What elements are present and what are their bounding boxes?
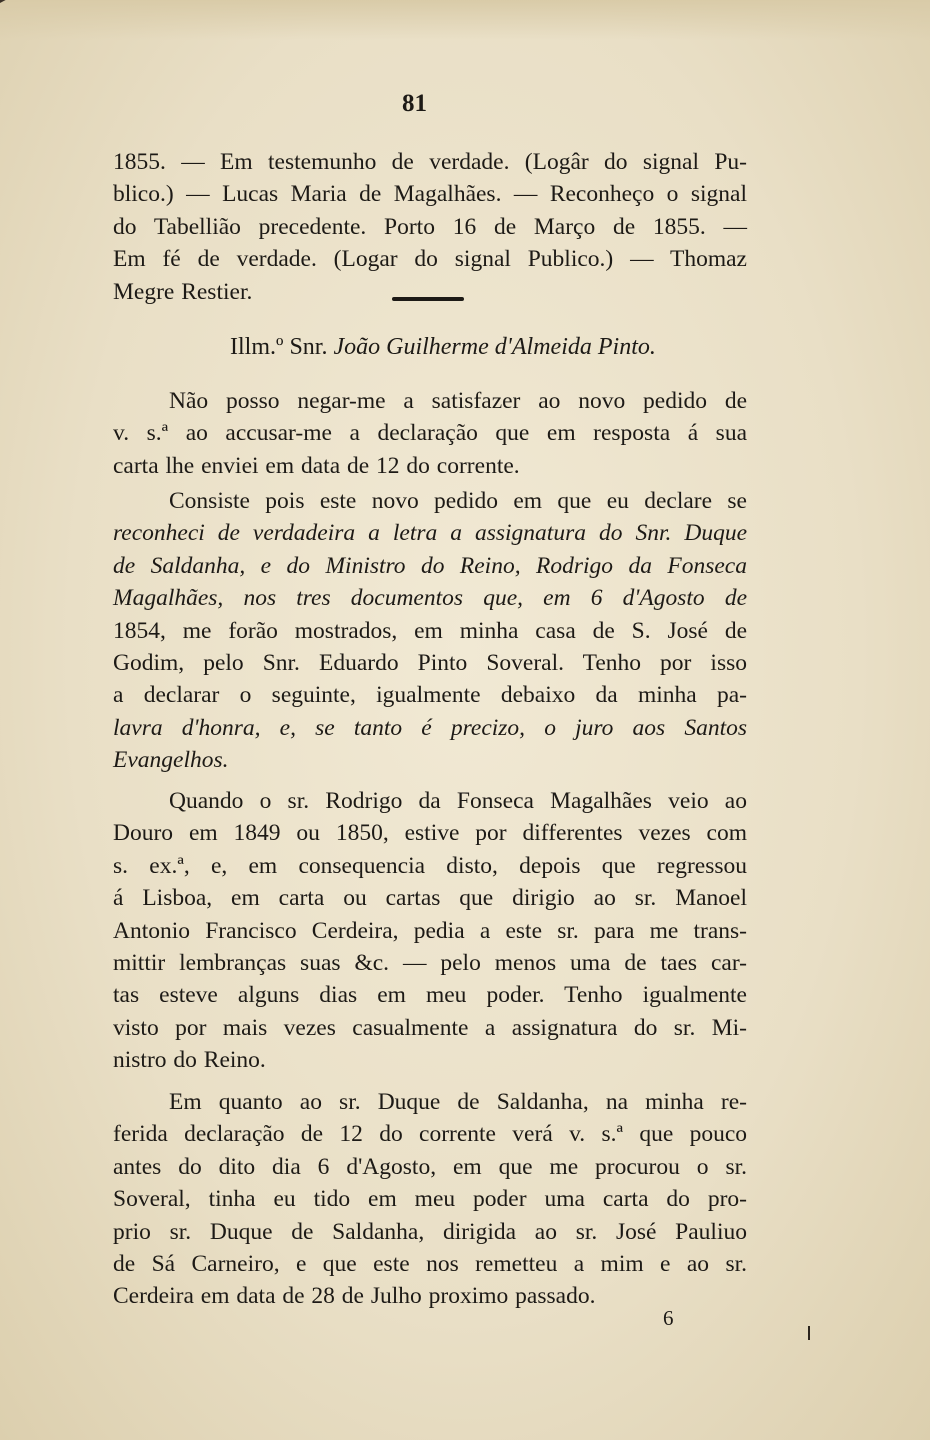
text-line: Em fé de verdade. (Logar do signal Publico.) — Thomaz (113, 246, 747, 273)
text-line: Megre Restier. (113, 278, 253, 305)
text-line: Antonio Francisco Cerdeira, pedia a este sr. para me trans- (113, 917, 747, 944)
text-line: 1854, me forão mostrados, em minha casa de S. José de (113, 617, 747, 644)
text-line: antes do dito dia 6 d'Agosto, em que me procurou o sr. (113, 1153, 747, 1180)
text-line: 1855. — Em testemunho de verdade. (Logâr do signal Pu- (113, 149, 747, 175)
text-line: Quando o sr. Rodrigo da Fonseca Magalhães veio ao (169, 788, 747, 814)
text-line: v. s.ª ao accusar-me a declaração que em resposta á sua (113, 420, 747, 447)
text-line: carta lhe enviei em data de 12 do corrente. (113, 452, 520, 479)
edge-mark (808, 1326, 810, 1340)
signature-mark: 6 (663, 1306, 674, 1330)
text-line: Consiste pois este novo pedido em que eu declare se (169, 488, 747, 514)
paragraph-request (113, 485, 747, 777)
text-line: ferida declaração de 12 do corrente verá v. s.ª que pouco (113, 1121, 747, 1148)
text-line: reconheci de verdadeira a letra a assignatura do Snr. Duque (113, 520, 747, 547)
salutation-name: João Guilherme d'Almeida Pinto. (333, 334, 656, 360)
text-line: a declarar o seguinte, igualmente debaixo da minha pa- (113, 682, 747, 709)
text-line: de Sá Carneiro, e que este nos remetteu a mim e ao sr. (113, 1251, 747, 1278)
letter-salutation (230, 334, 656, 361)
text-line: Godim, pelo Snr. Eduardo Pinto Soveral. Tenho por isso (113, 650, 747, 677)
text-line: s. ex.ª, e, em consequencia disto, depois que regressou (113, 852, 747, 879)
text-line: tas esteve alguns dias em meu poder. Tenho igualmente (113, 982, 747, 1009)
paragraph-minister (113, 785, 747, 1077)
text-line: á Lisboa, em carta ou cartas que dirigio ao sr. Manoel (113, 885, 747, 912)
text-line: Soveral, tinha eu tido em meu poder uma carta do pro- (113, 1186, 747, 1213)
page-stain (0, 0, 930, 40)
text-line: Em quanto ao sr. Duque de Saldanha, na minha re- (169, 1089, 747, 1115)
text-line: Cerdeira em data de 28 de Julho proximo passado. (113, 1283, 596, 1310)
text-line: blico.) — Lucas Maria de Magalhães. — Reconheço o signal (113, 181, 747, 208)
paragraph-duke (113, 1086, 747, 1313)
text-line: prio sr. Duque de Saldanha, dirigida ao sr. José Pauliuo (113, 1218, 747, 1245)
paragraph-attestation (113, 146, 747, 308)
text-line: de Saldanha, e do Ministro do Reino, Rodrigo da Fonseca (113, 552, 747, 579)
text-line: Não posso negar-me a satisfazer ao novo pedido de (169, 388, 747, 414)
text-line: visto por mais vezes casualmente a assignatura do sr. Mi- (113, 1014, 747, 1041)
page-number: 81 (402, 90, 427, 117)
section-divider (392, 297, 464, 301)
text-line: mittir lembranças suas &c. — pelo menos uma de taes car- (113, 950, 747, 977)
text-line: Evangelhos. (113, 747, 229, 774)
salutation-prefix: Illm.º Snr. (230, 334, 328, 360)
text-line: nistro do Reino. (113, 1047, 266, 1074)
text-line: Magalhães, nos tres documentos que, em 6 d'Agosto de (113, 585, 747, 612)
text-line: lavra d'honra, e, se tanto é precizo, o juro aos Santos (113, 714, 747, 741)
paragraph-intro (113, 385, 747, 482)
text-line: do Tabellião precedente. Porto 16 de Março de 1855. — (113, 213, 747, 240)
text-line: Douro em 1849 ou 1850, estive por differentes vezes com (113, 820, 747, 847)
